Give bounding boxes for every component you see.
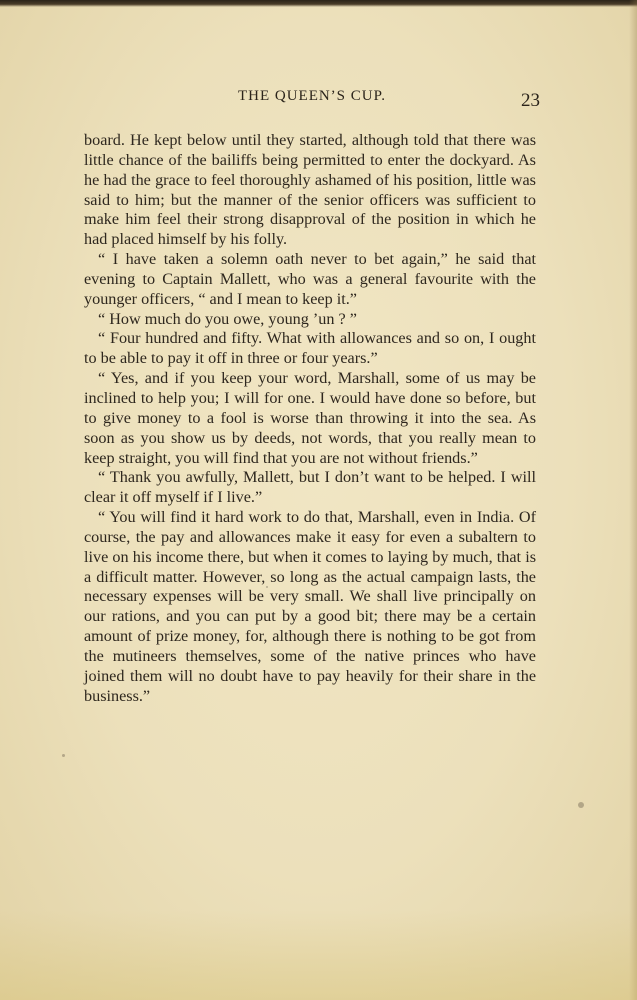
paragraph: “ You will find it hard work to do that, Marshall, even in India. Of course, the pay and allowances make it easy for even a subaltern to live on his income there, but when it comes to laying by much, that is a difficult matter. However, so long as the actual campaign lasts, the necessary expenses will be very small. We shall live principally on our rations, and you can put by a good bit; there may be a certain amount of prize money, for, although there is nothing to be got from the mutineers themselves, some of the native princes who have joined them will no doubt have to pay heavily for their share in the business.” xyxy=(84,508,536,705)
paper-speck xyxy=(578,802,584,808)
paper-speck xyxy=(62,754,65,757)
paragraph: “ Thank you awfully, Mallett, but I don’t want to be helped. I will clear it off myself if I live.” xyxy=(84,468,536,507)
paragraph: “ I have taken a solemn oath never to bet again,” he said that evening to Captain Mallett, who was a general favourite with the younger officers, “ and I mean to keep it.” xyxy=(84,250,536,308)
page-header xyxy=(84,88,540,112)
paper-speck xyxy=(266,586,268,588)
running-head: THE QUEEN’S CUP. xyxy=(237,88,387,104)
page-bottom-discoloration xyxy=(0,910,637,1000)
page-top-edge-shadow xyxy=(0,0,637,7)
paragraph: board. He kept below until they started, although told that there was little chance of the bailiffs being permitted to enter the dockyard. As he had the grace to feel thoroughly ashamed of his position, little was said to him; but the manner of the senior officers was sufficient to make him feel their strong disapproval of the position in which he had placed himself by his folly. xyxy=(84,131,536,249)
page-right-edge-shadow xyxy=(629,0,637,1000)
paragraph: “ Four hundred and fifty. What with allowances and so on, I ought to be able to pay it off in three or four years.” xyxy=(84,329,536,368)
page-number: 23 xyxy=(521,90,540,111)
paragraph: “ Yes, and if you keep your word, Marshall, some of us may be inclined to help you; I will for one. I would have done so before, but to give money to a fool is worse than throwing it into the sea. As soon as you show us by deeds, not words, that you really mean to keep straight, you will find that you are not without friends.” xyxy=(84,369,536,467)
body-text xyxy=(84,131,536,706)
paragraph: “ How much do you owe, young ’un ? ” xyxy=(98,309,357,328)
